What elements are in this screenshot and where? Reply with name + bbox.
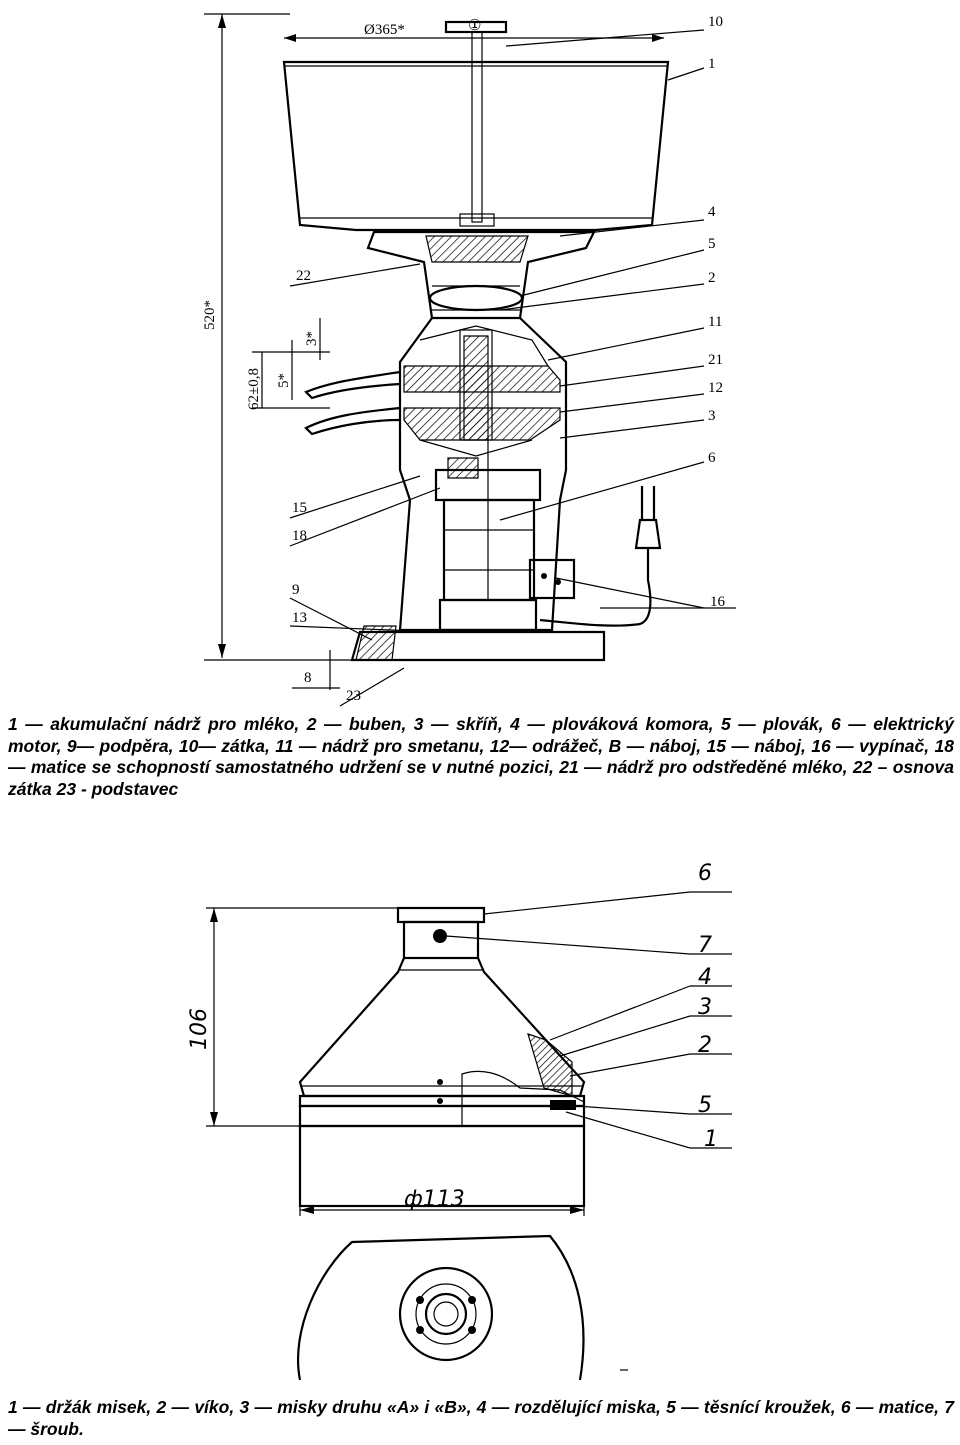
callout-5: 5 <box>708 236 716 252</box>
drum-callout-5: 5 <box>698 1093 712 1118</box>
callout-1: 1 <box>708 56 716 72</box>
dim-3-label: 3* <box>304 331 320 346</box>
motor <box>436 440 540 630</box>
drum-bottom-view <box>298 1236 628 1380</box>
drum-callout-7: 7 <box>698 933 712 958</box>
float-rod <box>446 22 506 222</box>
base-stand <box>352 626 604 660</box>
drum-callout-1: 1 <box>704 1127 718 1152</box>
callout-13: 13 <box>292 610 307 626</box>
top-marker: ① <box>468 18 482 34</box>
separator-assembly-drawing <box>0 0 960 712</box>
right-callouts <box>500 14 736 610</box>
callout-3: 3 <box>708 408 716 424</box>
callout-6: 6 <box>708 450 716 466</box>
drum-callout-2: 2 <box>698 1033 712 1058</box>
callout-23: 23 <box>346 688 361 704</box>
drum-height-label: 106 <box>187 1008 212 1050</box>
callout-21: 21 <box>708 352 723 368</box>
switch <box>530 560 574 598</box>
callout-10: 10 <box>708 14 723 30</box>
drum-assembly-drawing <box>0 850 960 1390</box>
float-chamber <box>368 232 594 318</box>
drum-height-dimension <box>187 908 400 1126</box>
callout-8: 8 <box>304 670 312 686</box>
figure2-caption: 1 — držák misek, 2 — víko, 3 — misky druhu «A» i «B», 4 — rozdělující miska, 5 — těsnící kroužek, 6 — matice, 7 — šroub. <box>8 1397 954 1439</box>
callout-16: 16 <box>710 594 725 610</box>
height-label: 520* <box>202 300 218 330</box>
drum-callout-6: 6 <box>698 861 712 886</box>
callout-4: 4 <box>708 204 716 220</box>
callout-15: 15 <box>292 500 307 516</box>
diameter-label: Ø365* <box>364 22 405 38</box>
drum-diameter-label: ф113 <box>404 1187 465 1212</box>
callout-9: 9 <box>292 582 300 598</box>
dim-62-label: 62±0,8 <box>246 368 262 410</box>
drum-diameter-dimension <box>300 1126 584 1216</box>
callout-11: 11 <box>708 314 723 330</box>
drum-callouts <box>446 861 732 1152</box>
figure1-caption: 1 — akumulační nádrž pro mléko, 2 — buben, 3 — skříň, 4 — plováková komora, 5 — plovák, 6 — elektrický motor, 9— podpěra, 10— zátka, 11 — nádrž pro smetanu, 12— odrážeč, B — náboj, 15 — náboj, 16 — vypínač, 18 — matice se schopností samostatného udržení se v nutné pozici, 21 — nádrž pro odstředěné mléko, 22 – osnova zátka 23 - podstavec <box>8 714 954 799</box>
callout-2: 2 <box>708 270 716 286</box>
milk-tank <box>284 62 668 230</box>
callout-22: 22 <box>296 268 311 284</box>
callout-12: 12 <box>708 380 723 396</box>
drum-callout-3: 3 <box>698 995 712 1020</box>
callout-18: 18 <box>292 528 307 544</box>
drum-callout-4: 4 <box>698 965 712 990</box>
power-cord <box>540 486 660 626</box>
dim-5-label: 5* <box>276 373 292 388</box>
drum-body <box>300 908 584 1206</box>
spout-dimensions <box>246 318 330 690</box>
